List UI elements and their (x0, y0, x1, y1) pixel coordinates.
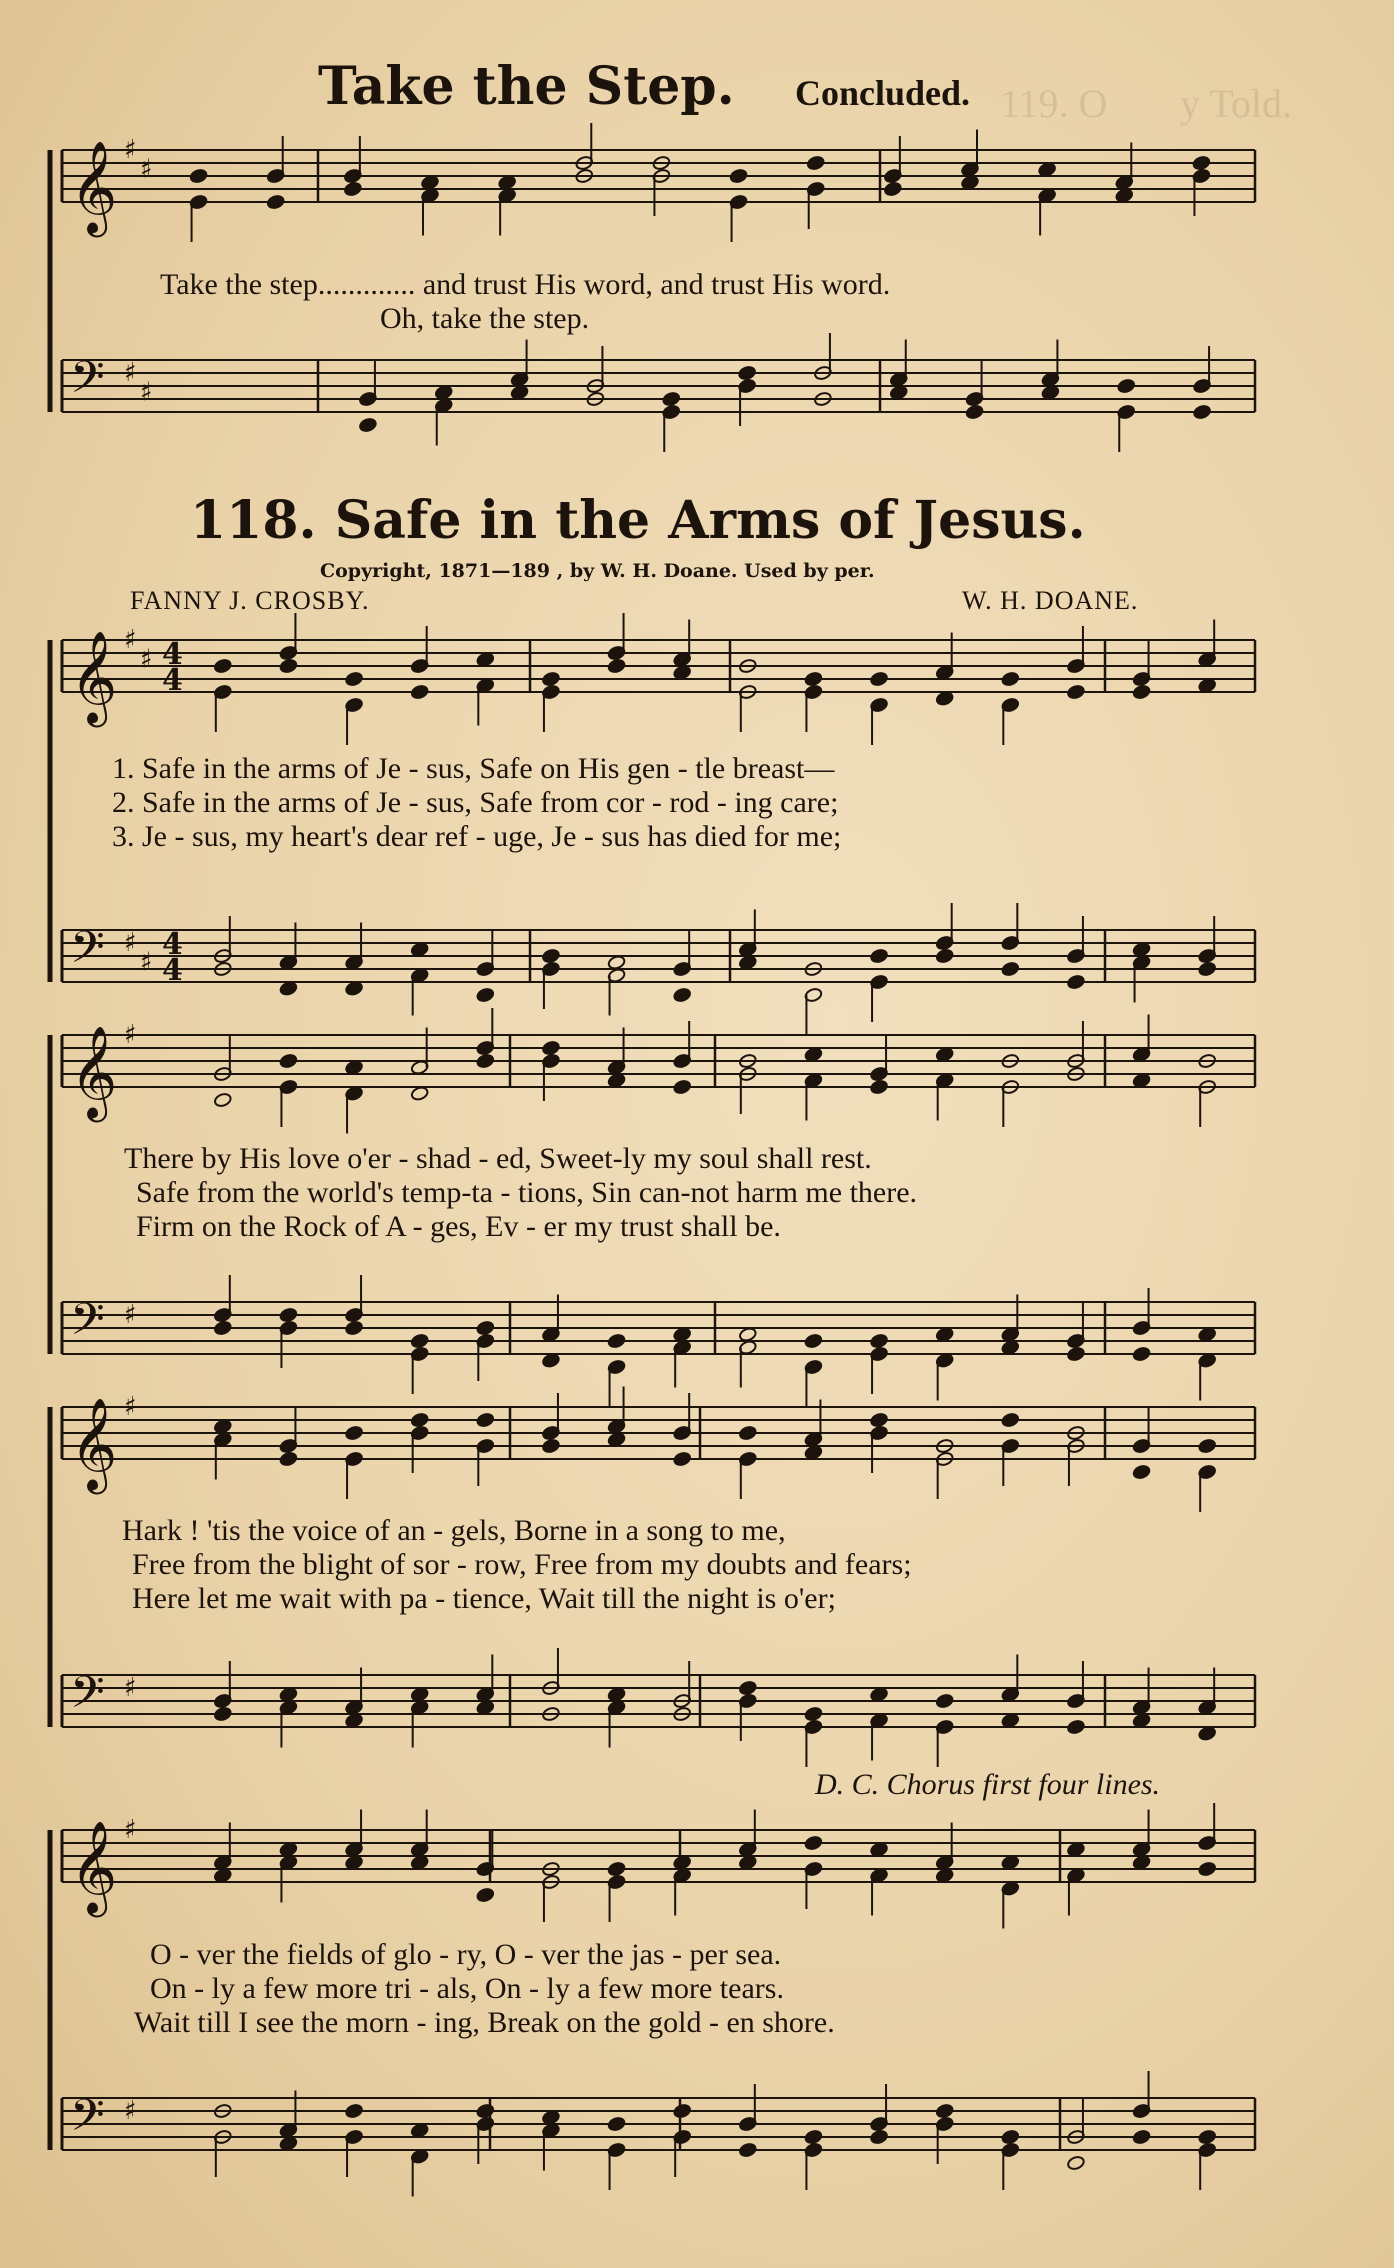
lyric-verse3-line2: Firm on the Rock of A - ges, Ev - er my trust shall be. (136, 1210, 781, 1243)
note-head (1192, 155, 1211, 171)
note-head (542, 1438, 561, 1454)
note-head (1117, 378, 1136, 394)
sharp-icon: ♯ (124, 1673, 137, 1703)
note-head (279, 1053, 298, 1069)
note-head (738, 1680, 757, 1696)
sharp-icon: ♯ (124, 2096, 137, 2126)
sharp-icon: ♯ (140, 154, 153, 185)
note-head (476, 2103, 495, 2119)
lyric-verse1-line3: Hark ! 'tis the voice of an - gels, Borne in a song to me, (122, 1514, 786, 1547)
author-credit: FANNY J. CROSBY. (130, 586, 370, 615)
note-head (345, 1425, 364, 1441)
note-head (883, 181, 902, 197)
note-head (870, 2129, 889, 2145)
note-head (870, 1333, 889, 1349)
sharp-icon: ♯ (140, 644, 153, 675)
lyric-verse2-line3: Free from the blight of sor - row, Free from my doubts and fears; (132, 1548, 912, 1581)
sharp-icon: ♯ (124, 1020, 137, 1050)
note-head (1198, 2129, 1217, 2145)
sharp-icon: ♯ (124, 1300, 137, 1330)
note-head (1001, 1412, 1020, 1428)
note-head (476, 1320, 495, 1336)
note-head (189, 168, 208, 184)
sharp-icon: ♯ (124, 135, 137, 165)
bleed-through-text: y Told. (1180, 81, 1293, 126)
note-head (1132, 1464, 1151, 1480)
treble-clef-icon: 𝄞 (70, 140, 118, 233)
note-head (870, 948, 889, 964)
note-head (410, 684, 429, 700)
note-head (343, 181, 362, 197)
note-head (738, 2142, 757, 2158)
note-head (738, 1425, 757, 1441)
note-head (476, 1887, 495, 1903)
note-head (213, 1706, 232, 1722)
note-head (1067, 2155, 1086, 2171)
copyright-line: Copyright, 1871—189 , by W. H. Doane. Used by per. (320, 560, 875, 582)
note-head (1067, 684, 1086, 700)
song1-lyrics-line1: Take the step............. and trust His word, and trust His word. (160, 268, 891, 301)
note-head (1067, 1346, 1086, 1362)
note-head (870, 1079, 889, 1095)
note-head (804, 1706, 823, 1722)
note-head (673, 1451, 692, 1467)
note-head (673, 987, 692, 1003)
sharp-icon: ♯ (140, 947, 153, 978)
note-head (662, 391, 681, 407)
note-head (607, 2116, 626, 2132)
bass-clef-icon: 𝄢 (70, 2089, 105, 2152)
time-signature: 4 (162, 663, 183, 698)
lyric-verse1-line1: 1. Safe in the arms of Je - sus, Safe on His gen - tle breast— (112, 752, 835, 785)
note-head (870, 1412, 889, 1428)
note-head (345, 671, 364, 687)
page-title: Take the Step. (318, 56, 735, 117)
note-head (1001, 671, 1020, 687)
note-head (1198, 961, 1217, 977)
note-head (1132, 1346, 1151, 1362)
bass-clef-icon: 𝄢 (70, 1666, 105, 1729)
note-head (1001, 961, 1020, 977)
note-head (1132, 684, 1151, 700)
sharp-icon: ♯ (124, 625, 137, 655)
note-head (965, 404, 984, 420)
note-head (673, 2103, 692, 2119)
lyric-verse2-line4: On - ly a few more tri - als, On - ly a few more tears. (150, 1972, 784, 2005)
note-head (476, 1053, 495, 1069)
note-head (1198, 1438, 1217, 1454)
note-head (1193, 404, 1212, 420)
lyric-verse2-line1: 2. Safe in the arms of Je - sus, Safe from cor - rod - ing care; (112, 786, 839, 819)
song1-lyrics-line2: Oh, take the step. (380, 302, 590, 335)
lyric-verse3-line1: 3. Je - sus, my heart's dear ref - uge, Je - sus has died for me; (112, 820, 842, 853)
composer-credit: W. H. DOANE. (962, 586, 1139, 615)
note-head (935, 948, 954, 964)
note-head (213, 1320, 232, 1336)
bleed-through-text: 119. O (1000, 81, 1108, 126)
note-head (345, 2103, 364, 2119)
note-head (607, 1861, 626, 1877)
sharp-icon: ♯ (140, 377, 153, 408)
note-head (607, 1333, 626, 1349)
note-head (607, 658, 626, 674)
treble-clef-icon: 𝄞 (70, 630, 118, 723)
note-head (935, 2103, 954, 2119)
note-head (1001, 2129, 1020, 2145)
sharp-icon: ♯ (124, 1392, 137, 1422)
time-signature: 4 (162, 953, 183, 988)
note-head (542, 948, 561, 964)
lyric-verse3-line3: Here let me wait with pa - tience, Wait till the night is o'er; (132, 1582, 836, 1615)
note-head (935, 1693, 954, 1709)
note-head (410, 1333, 429, 1349)
note-head (542, 671, 561, 687)
time-signature: 4 (162, 927, 183, 962)
note-head (806, 155, 825, 171)
note-head (213, 1092, 232, 1108)
note-head (359, 417, 378, 433)
treble-clef-icon: 𝄞 (70, 1025, 118, 1118)
note-head (673, 1079, 692, 1095)
note-head (870, 671, 889, 687)
note-head (345, 1320, 364, 1336)
note-head (804, 1333, 823, 1349)
page-subtitle: Concluded. (795, 73, 971, 113)
note-head (804, 2129, 823, 2145)
note-head (279, 658, 298, 674)
note-head (804, 1835, 823, 1851)
note-head (266, 194, 285, 210)
hymn-title: 118. Safe in the Arms of Jesus. (190, 490, 1086, 551)
note-head (476, 987, 495, 1003)
note-head (738, 365, 757, 381)
note-head (279, 1307, 298, 1323)
note-head (804, 671, 823, 687)
sharp-icon: ♯ (124, 1815, 137, 1845)
note-head (542, 1040, 561, 1056)
sharp-icon: ♯ (124, 928, 137, 958)
treble-clef-icon: 𝄞 (70, 1397, 118, 1490)
note-head (410, 1412, 429, 1428)
note-head (476, 1412, 495, 1428)
bass-clef-icon: 𝄢 (70, 921, 105, 984)
treble-clef-icon: 𝄞 (70, 1820, 118, 1913)
note-head (279, 1451, 298, 1467)
note-head (1067, 1719, 1086, 1735)
bass-clef-icon: 𝄢 (70, 1293, 105, 1356)
note-head (1198, 1861, 1217, 1877)
lyric-verse2-line2: Safe from the world's temp-ta - tions, Sin can-not harm me there. (136, 1176, 918, 1209)
dc-chorus-note: D. C. Chorus first four lines. (815, 1768, 1161, 1801)
sharp-icon: ♯ (124, 358, 137, 388)
note-head (213, 658, 232, 674)
lyric-verse3-line4: Wait till I see the morn - ing, Break on the gold - en shore. (134, 2006, 835, 2039)
note-head (1067, 974, 1086, 990)
lyric-verse1-line4: O - ver the fields of glo - ry, O - ver the jas - per sea. (150, 1938, 782, 1971)
note-head (1132, 2129, 1151, 2145)
time-signature: 4 (162, 637, 183, 672)
lyric-verse1-line2: There by His love o'er - shad - ed, Sweet-ly my soul shall rest. (124, 1142, 872, 1175)
bass-clef-icon: 𝄢 (70, 351, 105, 414)
note-head (729, 168, 748, 184)
